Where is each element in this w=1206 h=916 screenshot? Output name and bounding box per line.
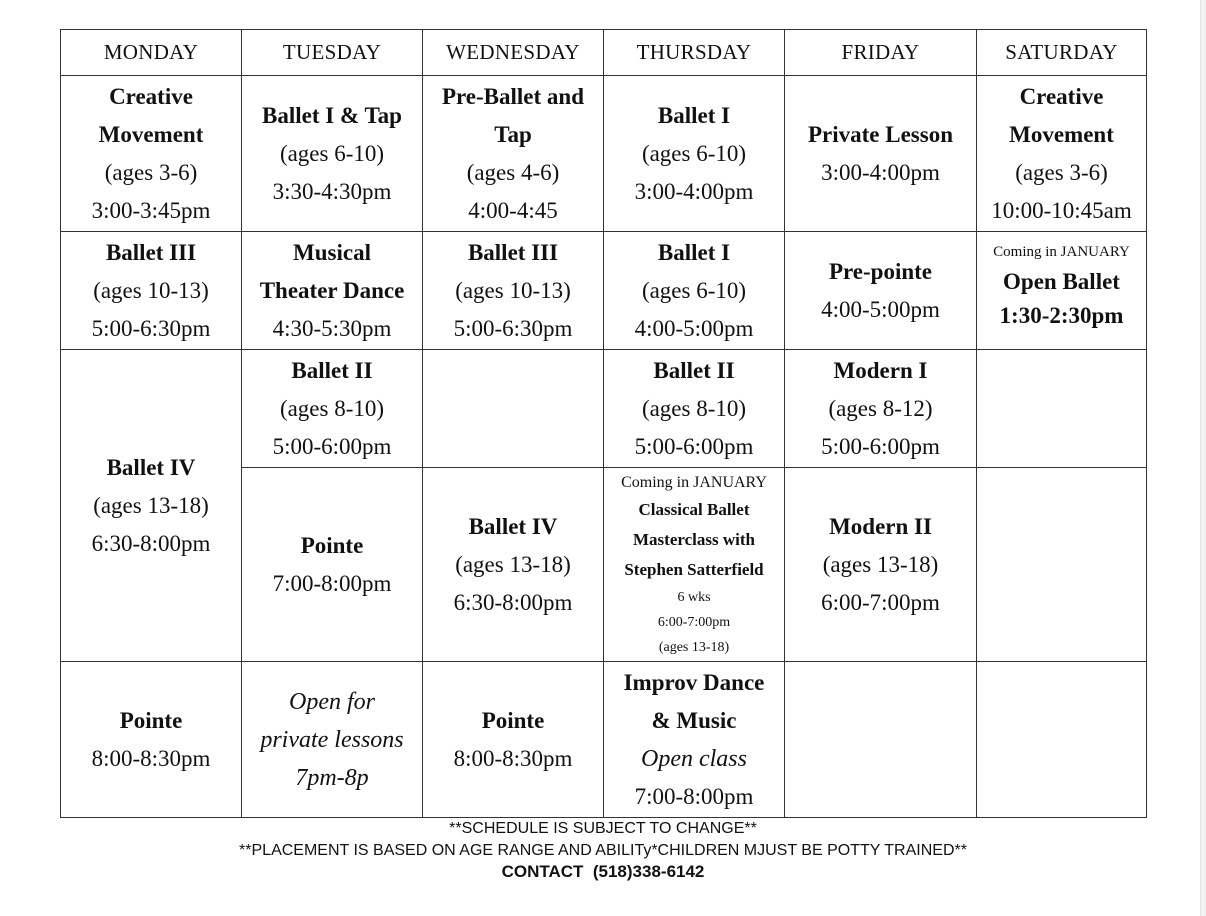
class-title: Creative [1019, 83, 1104, 109]
class-title: Ballet III [467, 239, 559, 265]
class-cell-thu-ballet-i [604, 232, 785, 350]
schedule-change-note: **SCHEDULE IS SUBJECT TO CHANGE** [449, 820, 757, 837]
class-cell-fri-pre-pointe [785, 232, 977, 350]
class-ages: (ages 4-6) [466, 159, 560, 185]
class-cell-sat-creative-movement [977, 76, 1147, 232]
class-cell-tue-pointe [242, 468, 423, 662]
class-cell-tue-open-private [242, 662, 423, 818]
class-cell-thu-improv [604, 662, 785, 818]
class-time: 5:00-6:00pm [634, 433, 754, 459]
class-title: Pre-pointe [828, 258, 933, 284]
class-cell-tue-ballet-ii [242, 350, 423, 468]
class-title: Classical Ballet [638, 499, 750, 519]
class-title: Musical [293, 239, 371, 265]
class-title: Pointe [481, 707, 545, 733]
class-cell-mon-ballet-iii [61, 232, 242, 350]
class-cell-wed-pointe [423, 662, 604, 818]
class-title: & Music [651, 707, 737, 733]
class-cell-wed-pre-ballet-tap [423, 76, 604, 232]
table-row [61, 350, 1147, 468]
empty-cell [977, 468, 1147, 662]
class-title: Private Lesson [807, 121, 953, 147]
class-title: Creative [109, 83, 193, 109]
table-row [61, 76, 1147, 232]
class-time: 1:30-2:30pm [999, 303, 1124, 328]
class-time: 6:30-8:00pm [91, 530, 211, 556]
class-title: Stephen Satterfield [624, 559, 764, 579]
class-cell-tue-ballet-tap [242, 76, 423, 232]
class-cell-fri-modern-i [785, 350, 977, 468]
table-row [61, 232, 1147, 350]
class-time: 4:30-5:30pm [272, 315, 392, 341]
class-cell-thu-ballet-i [604, 76, 785, 232]
class-time: 8:00-8:30pm [91, 745, 211, 771]
class-title: Ballet I [657, 102, 731, 128]
class-ages: (ages 3-6) [104, 159, 198, 185]
class-title: Tap [494, 121, 532, 147]
empty-cell [977, 662, 1147, 818]
class-title: Open Ballet [1003, 269, 1120, 294]
class-time: 5:00-6:00pm [272, 433, 392, 459]
class-ages: (ages 3-6) [1015, 159, 1108, 185]
header-tuesday: TUESDAY [242, 30, 423, 76]
class-title: Modern II [829, 513, 932, 539]
header-saturday: SATURDAY [977, 30, 1147, 76]
class-cell-wed-ballet-iv [423, 468, 604, 662]
class-title: Ballet I & Tap [262, 102, 402, 128]
class-ages: (ages 8-12) [828, 395, 933, 421]
class-time: 6:00-7:00pm [821, 589, 940, 615]
empty-cell [977, 350, 1147, 468]
class-time: 4:00-4:45 [468, 197, 558, 223]
class-title: Movement [1009, 121, 1114, 147]
class-schedule-table [60, 29, 1147, 818]
class-cell-mon-creative-movement [61, 76, 242, 232]
class-duration: 6 wks [677, 589, 711, 605]
class-title: Pre-Ballet and [441, 83, 585, 109]
contact-line: CONTACT (518)338-6142 [501, 862, 705, 881]
class-title: Masterclass with [633, 529, 755, 549]
header-row [61, 30, 1147, 76]
class-cell-mon-pointe [61, 662, 242, 818]
class-title: Ballet I [657, 239, 731, 265]
class-cell-thu-masterclass [604, 468, 785, 662]
class-ages: (ages 8-10) [279, 395, 385, 421]
class-time: 3:00-4:00pm [821, 159, 940, 185]
coming-soon-note: Coming in JANUARY [993, 244, 1130, 260]
class-ages: (ages 6-10) [641, 277, 747, 303]
class-time: 5:00-6:30pm [91, 315, 211, 341]
table-row [61, 662, 1147, 818]
class-ages: (ages 8-10) [641, 395, 747, 421]
class-title: Ballet IV [468, 513, 558, 539]
class-ages: (ages 6-10) [279, 140, 385, 166]
class-title: Improv Dance [623, 669, 765, 695]
class-title: Ballet II [291, 357, 373, 383]
class-time: 10:00-10:45am [991, 197, 1132, 223]
class-time: 4:00-5:00pm [821, 296, 940, 322]
class-title: Movement [98, 121, 204, 147]
empty-cell [423, 350, 604, 468]
class-time: 5:00-6:30pm [453, 315, 573, 341]
class-ages: (ages 13-18) [822, 551, 939, 577]
class-cell-tue-musical-theater [242, 232, 423, 350]
header-monday: MONDAY [61, 30, 242, 76]
class-time: 3:00-4:00pm [634, 178, 754, 204]
class-time: 6:30-8:00pm [453, 589, 573, 615]
class-time: 4:00-5:00pm [634, 315, 754, 341]
class-title: Modern I [833, 357, 928, 383]
class-ages: (ages 10-13) [93, 277, 209, 303]
empty-cell [785, 662, 977, 818]
class-title: Ballet II [653, 357, 735, 383]
header-wednesday: WEDNESDAY [423, 30, 604, 76]
class-time: 8:00-8:30pm [453, 745, 573, 771]
class-ages: (ages 10-13) [455, 277, 571, 303]
class-ages: (ages 13-18) [658, 639, 730, 655]
header-friday: FRIDAY [785, 30, 977, 76]
class-cell-fri-private-lesson [785, 76, 977, 232]
class-ages: (ages 13-18) [455, 551, 571, 577]
class-time: 5:00-6:00pm [821, 433, 940, 459]
class-title: Ballet IV [106, 454, 196, 480]
class-time: 7:00-8:00pm [634, 783, 754, 809]
class-cell-wed-ballet-iii [423, 232, 604, 350]
class-ages: (ages 6-10) [641, 140, 747, 166]
class-ages: (ages 13-18) [93, 492, 209, 518]
class-time: 7:00-8:00pm [272, 570, 392, 596]
class-cell-sat-open-ballet [977, 232, 1147, 350]
class-cell-fri-modern-ii [785, 468, 977, 662]
class-time: 3:00-3:45pm [91, 197, 211, 223]
class-time: 6:00-7:00pm [657, 614, 731, 630]
open-note: Open for [289, 688, 375, 715]
header-thursday: THURSDAY [604, 30, 785, 76]
class-time: 3:30-4:30pm [272, 178, 392, 204]
class-cell-thu-ballet-ii [604, 350, 785, 468]
open-note: Open class [641, 745, 747, 772]
class-title: Pointe [119, 707, 183, 733]
class-cell-mon-ballet-iv [61, 350, 242, 662]
class-title: Theater Dance [259, 277, 405, 303]
class-title: Ballet III [105, 239, 197, 265]
class-time: 7pm-8p [295, 764, 369, 791]
class-title: Pointe [300, 532, 364, 558]
placement-note: **PLACEMENT IS BASED ON AGE RANGE AND ABILITy*CHILDREN MJUST BE POTTY TRAINED** [239, 842, 967, 859]
open-note: private lessons [260, 726, 404, 753]
coming-soon-note: Coming in JANUARY [621, 473, 767, 491]
